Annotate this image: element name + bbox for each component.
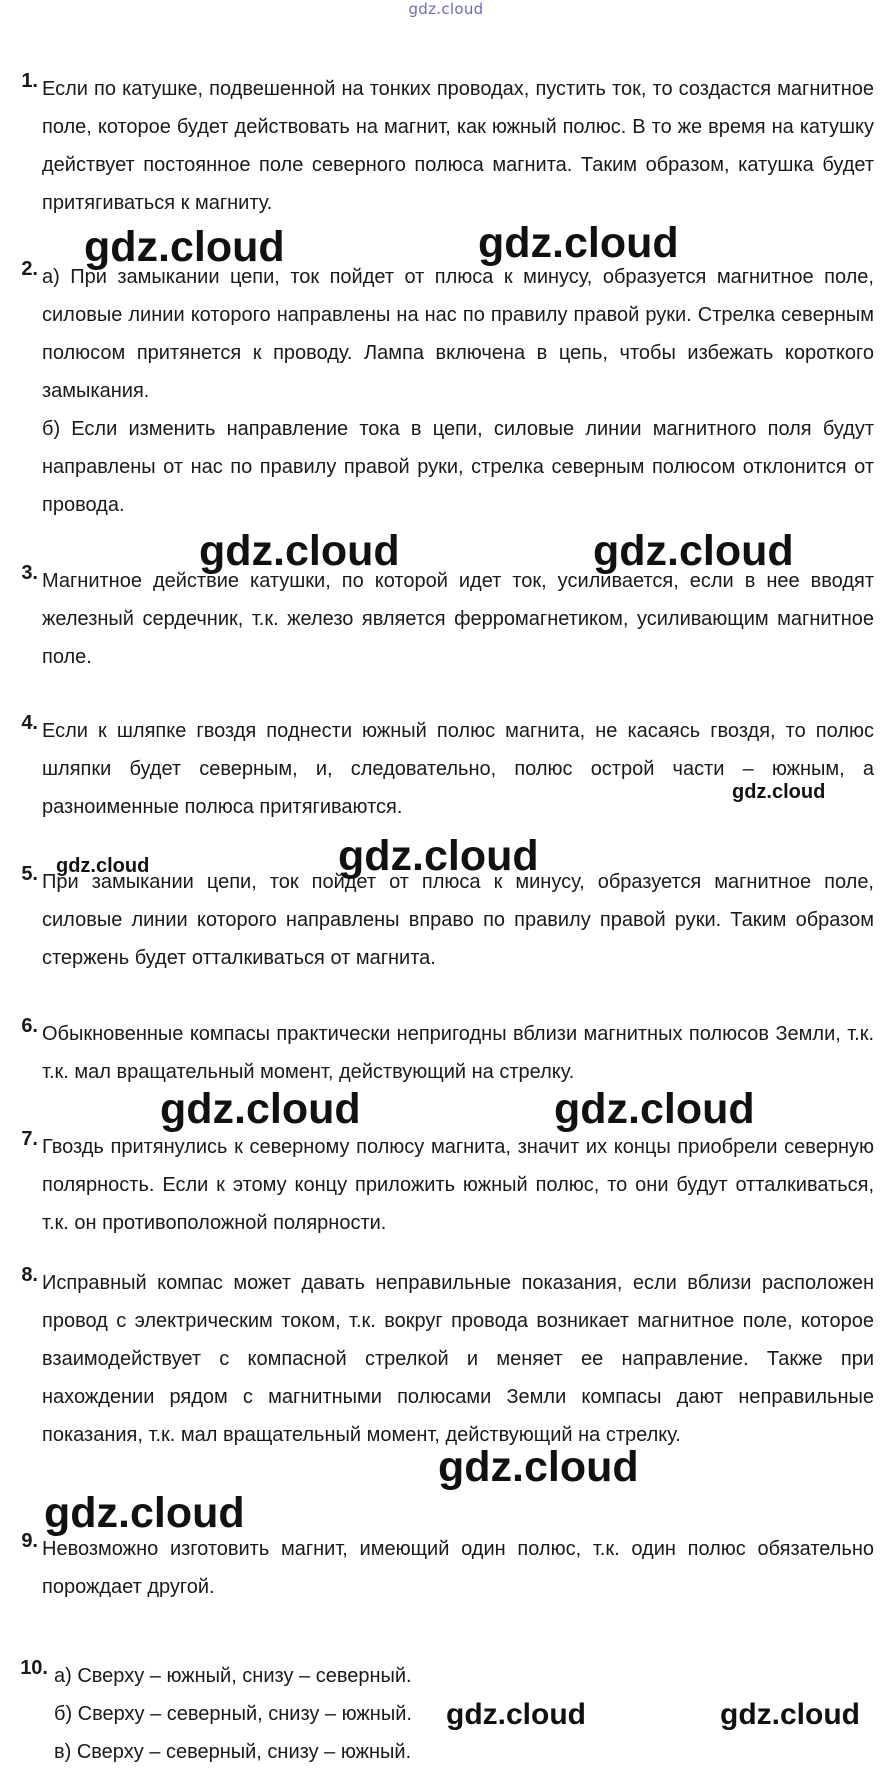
answer-number: 6. — [21, 1015, 38, 1037]
answer-number: 5. — [21, 863, 38, 885]
answer-paragraph: Исправный компас может давать неправильные показания, если вблизи расположен провод с электрическим током, т.к. вокруг провода возникает магнитное поле, которое взаимодействует с компасной стрелкой и меняет ее направление. Также при нахождении рядом с магнитными полюсами Земли компасы дают неправильные показания, т.к. мал вращательный момент, действующий на стрелку. — [42, 1272, 874, 1446]
answer-item-3 — [12, 562, 874, 676]
answer-line-a: а) Сверху – южный, снизу – северный. — [54, 1665, 412, 1687]
answer-paragraph: Если к шляпке гвоздя поднести южный полюс магнита, не касаясь гвоздя, то полюс шляпки будет северным, и, следовательно, полюс острой части – южным, а разноименные полюса притягиваются. — [42, 720, 874, 818]
answer-number: 3. — [21, 562, 38, 584]
answer-text — [42, 712, 874, 826]
site-watermark-header: gdz.cloud — [408, 0, 484, 18]
answer-item-6 — [12, 1015, 874, 1091]
answer-number: 1. — [21, 70, 38, 92]
answer-paragraph: Невозможно изготовить магнит, имеющий один полюс, т.к. один полюс обязательно порождает другой. — [42, 1538, 874, 1598]
watermark: gdz.cloud — [438, 1443, 639, 1491]
answer-number: 2. — [21, 258, 38, 280]
answer-item-5 — [12, 863, 874, 977]
watermark: gdz.cloud — [44, 1489, 245, 1537]
answer-text — [42, 562, 874, 676]
answer-paragraph: Магнитное действие катушки, по которой идет ток, усиливается, если в нее вводят железный сердечник, т.к. железо является ферромагнетиком, усиливающим магнитное поле. — [42, 570, 874, 668]
answer-item-4 — [12, 712, 874, 826]
answer-text — [42, 258, 874, 524]
answer-line-c: в) Сверху – северный, снизу – южный. — [54, 1741, 412, 1763]
answer-number: 8. — [21, 1264, 38, 1286]
watermark: gdz.cloud — [732, 781, 826, 803]
answer-number: 9. — [21, 1530, 38, 1552]
watermark: gdz.cloud — [160, 1085, 361, 1133]
watermark: gdz.cloud — [478, 219, 679, 267]
watermark: gdz.cloud — [56, 855, 150, 877]
answer-paragraph: Обыкновенные компасы практически непригодны вблизи магнитных полюсов Земли, т.к. т.к. мал вращательный момент, действующий на стрелку. — [42, 1023, 874, 1083]
answer-text — [42, 1015, 874, 1091]
watermark: gdz.cloud — [199, 527, 400, 575]
answer-number: 7. — [21, 1128, 38, 1150]
answer-line-b: б) Сверху – северный, снизу – южный. — [54, 1703, 412, 1725]
watermark: gdz.cloud — [338, 832, 539, 880]
answer-text — [42, 1128, 874, 1242]
answer-number: 4. — [21, 712, 38, 734]
answer-text — [42, 863, 874, 977]
answer-paragraph-a: а) При замыкании цепи, ток пойдет от плюса к минусу, образуется магнитное поле, силовые линии которого направлены на нас по правилу правой руки. Стрелка северным полюсом притянется к проводу. Лампа включена в цепь, чтобы избежать короткого замыкания. — [42, 266, 874, 402]
answer-number: 10. — [20, 1657, 48, 1679]
answer-paragraph: При замыкании цепи, ток пойдет от плюса к минусу, образуется магнитное поле, силовые линии которого направлены вправо по правилу правой руки. Таким образом стержень будет отталкиваться от магнита. — [42, 871, 874, 969]
answer-text — [42, 1530, 874, 1606]
answer-paragraph: Если по катушке, подвешенной на тонких проводах, пустить ток, то создастся магнитное поле, которое будет действовать на магнит, как южный полюс. В то же время на катушку действует постоянное поле северного полюса магнита. Таким образом, катушка будет притягиваться к магниту. — [42, 78, 874, 214]
watermark: gdz.cloud — [554, 1085, 755, 1133]
watermark: gdz.cloud — [446, 1698, 586, 1731]
answer-item-1 — [12, 70, 874, 222]
answer-item-2 — [12, 258, 874, 524]
answer-item-9 — [12, 1530, 874, 1606]
watermark: gdz.cloud — [84, 223, 285, 271]
answer-paragraph: Гвоздь притянулись к северному полюсу магнита, значит их концы приобрели северную полярность. Если к этому концу приложить южный полюс, то они будут отталкиваться, т.к. он противоположной полярности. — [42, 1136, 874, 1234]
answer-text — [42, 1264, 874, 1454]
answer-item-8 — [12, 1264, 874, 1454]
watermark: gdz.cloud — [720, 1698, 860, 1731]
watermark: gdz.cloud — [593, 527, 794, 575]
answer-item-7 — [12, 1128, 874, 1242]
answer-paragraph-b: б) Если изменить направление тока в цепи, силовые линии магнитного поля будут направлены от нас по правилу правой руки, стрелка северным полюсом отклонится от провода. — [42, 418, 874, 516]
answer-text — [42, 70, 874, 222]
